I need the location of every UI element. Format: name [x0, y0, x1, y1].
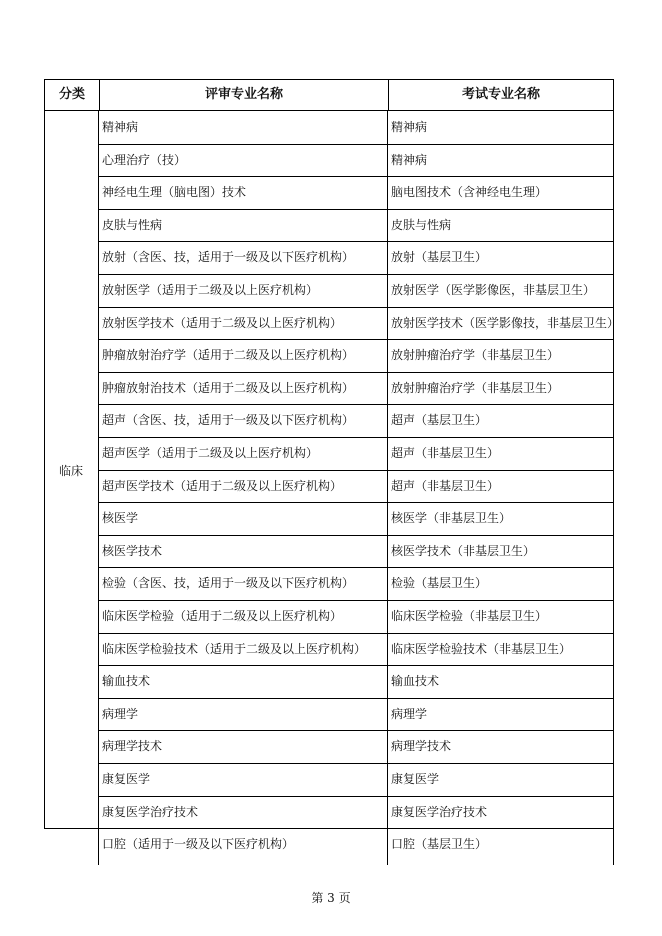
review-name-cell: 神经电生理（脑电图）技术 [102, 185, 247, 200]
exam-name-cell: 放射肿瘤治疗学（非基层卫生） [391, 348, 560, 363]
row-divider [98, 698, 614, 699]
review-name-cell: 超声（含医、技，适用于一级及以下医疗机构） [102, 413, 355, 428]
row-divider [98, 730, 614, 731]
row-divider [98, 763, 614, 764]
exam-name-cell: 临床医学检验技术（非基层卫生） [391, 641, 572, 656]
exam-name-cell: 病理学 [391, 706, 428, 721]
review-name-cell: 康复医学治疗技术 [102, 804, 199, 819]
review-name-cell: 皮肤与性病 [102, 217, 163, 232]
review-name-cell: 临床医学检验技术（适用于二级及以上医疗机构） [102, 641, 367, 656]
review-name-cell: 病理学技术 [102, 739, 163, 754]
row-divider [98, 176, 614, 177]
row-divider [98, 535, 614, 536]
exam-name-cell: 放射肿瘤治疗学（非基层卫生） [391, 380, 560, 395]
row-divider [98, 828, 614, 829]
row-divider [98, 665, 614, 666]
review-name-cell: 临床医学检验（适用于二级及以上医疗机构） [102, 609, 343, 623]
row-divider [98, 633, 614, 634]
review-name-cell: 核医学 [102, 511, 139, 526]
exam-name-cell: 康复医学治疗技术 [391, 804, 488, 819]
review-name-cell: 核医学技术 [102, 543, 163, 558]
review-name-cell: 精神病 [102, 120, 139, 134]
row-divider [98, 144, 614, 145]
exam-name-cell: 皮肤与性病 [391, 217, 452, 232]
row-divider [98, 502, 614, 503]
row-divider [98, 600, 614, 601]
row-divider [98, 372, 614, 373]
row-divider [98, 470, 614, 471]
table-header [44, 79, 614, 111]
row-divider [98, 796, 614, 797]
exam-name-cell: 检验（基层卫生） [391, 576, 488, 591]
review-name-cell: 超声医学技术（适用于二级及以上医疗机构） [102, 478, 343, 493]
exam-name-cell: 精神病 [391, 152, 428, 167]
exam-name-cell: 输血技术 [391, 674, 440, 689]
header-review-name: 评审专业名称 [204, 87, 283, 102]
exam-name-cell: 临床医学检验（非基层卫生） [391, 609, 548, 623]
row-divider [98, 404, 614, 405]
exam-name-cell: 放射（基层卫生） [391, 250, 488, 265]
exam-name-cell: 病理学技术 [391, 739, 452, 754]
review-name-cell: 肿瘤放射治疗学（适用于二级及以上医疗机构） [102, 348, 355, 363]
review-name-cell: 康复医学 [102, 772, 151, 786]
review-name-cell: 肿瘤放射治技术（适用于二级及以上医疗机构） [102, 380, 355, 395]
row-divider [98, 339, 614, 340]
column-divider [387, 111, 388, 865]
exam-name-cell: 放射医学（医学影像医，非基层卫生） [391, 283, 596, 297]
exam-name-cell: 核医学（非基层卫生） [391, 511, 512, 526]
exam-name-cell: 口腔（基层卫生） [391, 837, 488, 852]
row-divider [98, 567, 614, 568]
category-label: 临床 [58, 463, 83, 478]
review-name-cell: 输血技术 [102, 674, 151, 689]
row-divider [98, 307, 614, 308]
table-border [98, 111, 99, 865]
review-name-cell: 超声医学（适用于二级及以上医疗机构） [102, 446, 319, 460]
exam-name-cell: 超声（非基层卫生） [391, 446, 500, 460]
row-divider [98, 437, 614, 438]
exam-name-cell: 超声（基层卫生） [391, 413, 488, 428]
review-name-cell: 放射（含医、技，适用于一级及以下医疗机构） [102, 250, 355, 265]
exam-name-cell: 放射医学技术（医学影像技，非基层卫生） [391, 315, 620, 330]
exam-name-cell: 超声（非基层卫生） [391, 478, 500, 493]
exam-name-cell: 精神病 [391, 120, 428, 134]
review-name-cell: 病理学 [102, 706, 139, 721]
page-number: 第 3 页 [311, 891, 351, 905]
review-name-cell: 放射医学（适用于二级及以上医疗机构） [102, 283, 319, 297]
exam-name-cell: 脑电图技术（含神经电生理） [391, 185, 548, 200]
review-name-cell: 口腔（适用于一级及以下医疗机构） [102, 837, 295, 852]
review-name-cell: 放射医学技术（适用于二级及以上医疗机构） [102, 315, 343, 330]
row-divider [98, 274, 614, 275]
table-border [613, 111, 614, 865]
exam-name-cell: 康复医学 [391, 772, 440, 786]
header-category: 分类 [58, 87, 85, 102]
exam-name-cell: 核医学技术（非基层卫生） [391, 543, 536, 558]
review-name-cell: 心理治疗（技） [102, 152, 187, 167]
group-divider [44, 828, 98, 829]
row-divider [98, 209, 614, 210]
row-divider [98, 241, 614, 242]
header-exam-name: 考试专业名称 [461, 87, 540, 102]
review-name-cell: 检验（含医、技，适用于一级及以下医疗机构） [102, 576, 355, 591]
